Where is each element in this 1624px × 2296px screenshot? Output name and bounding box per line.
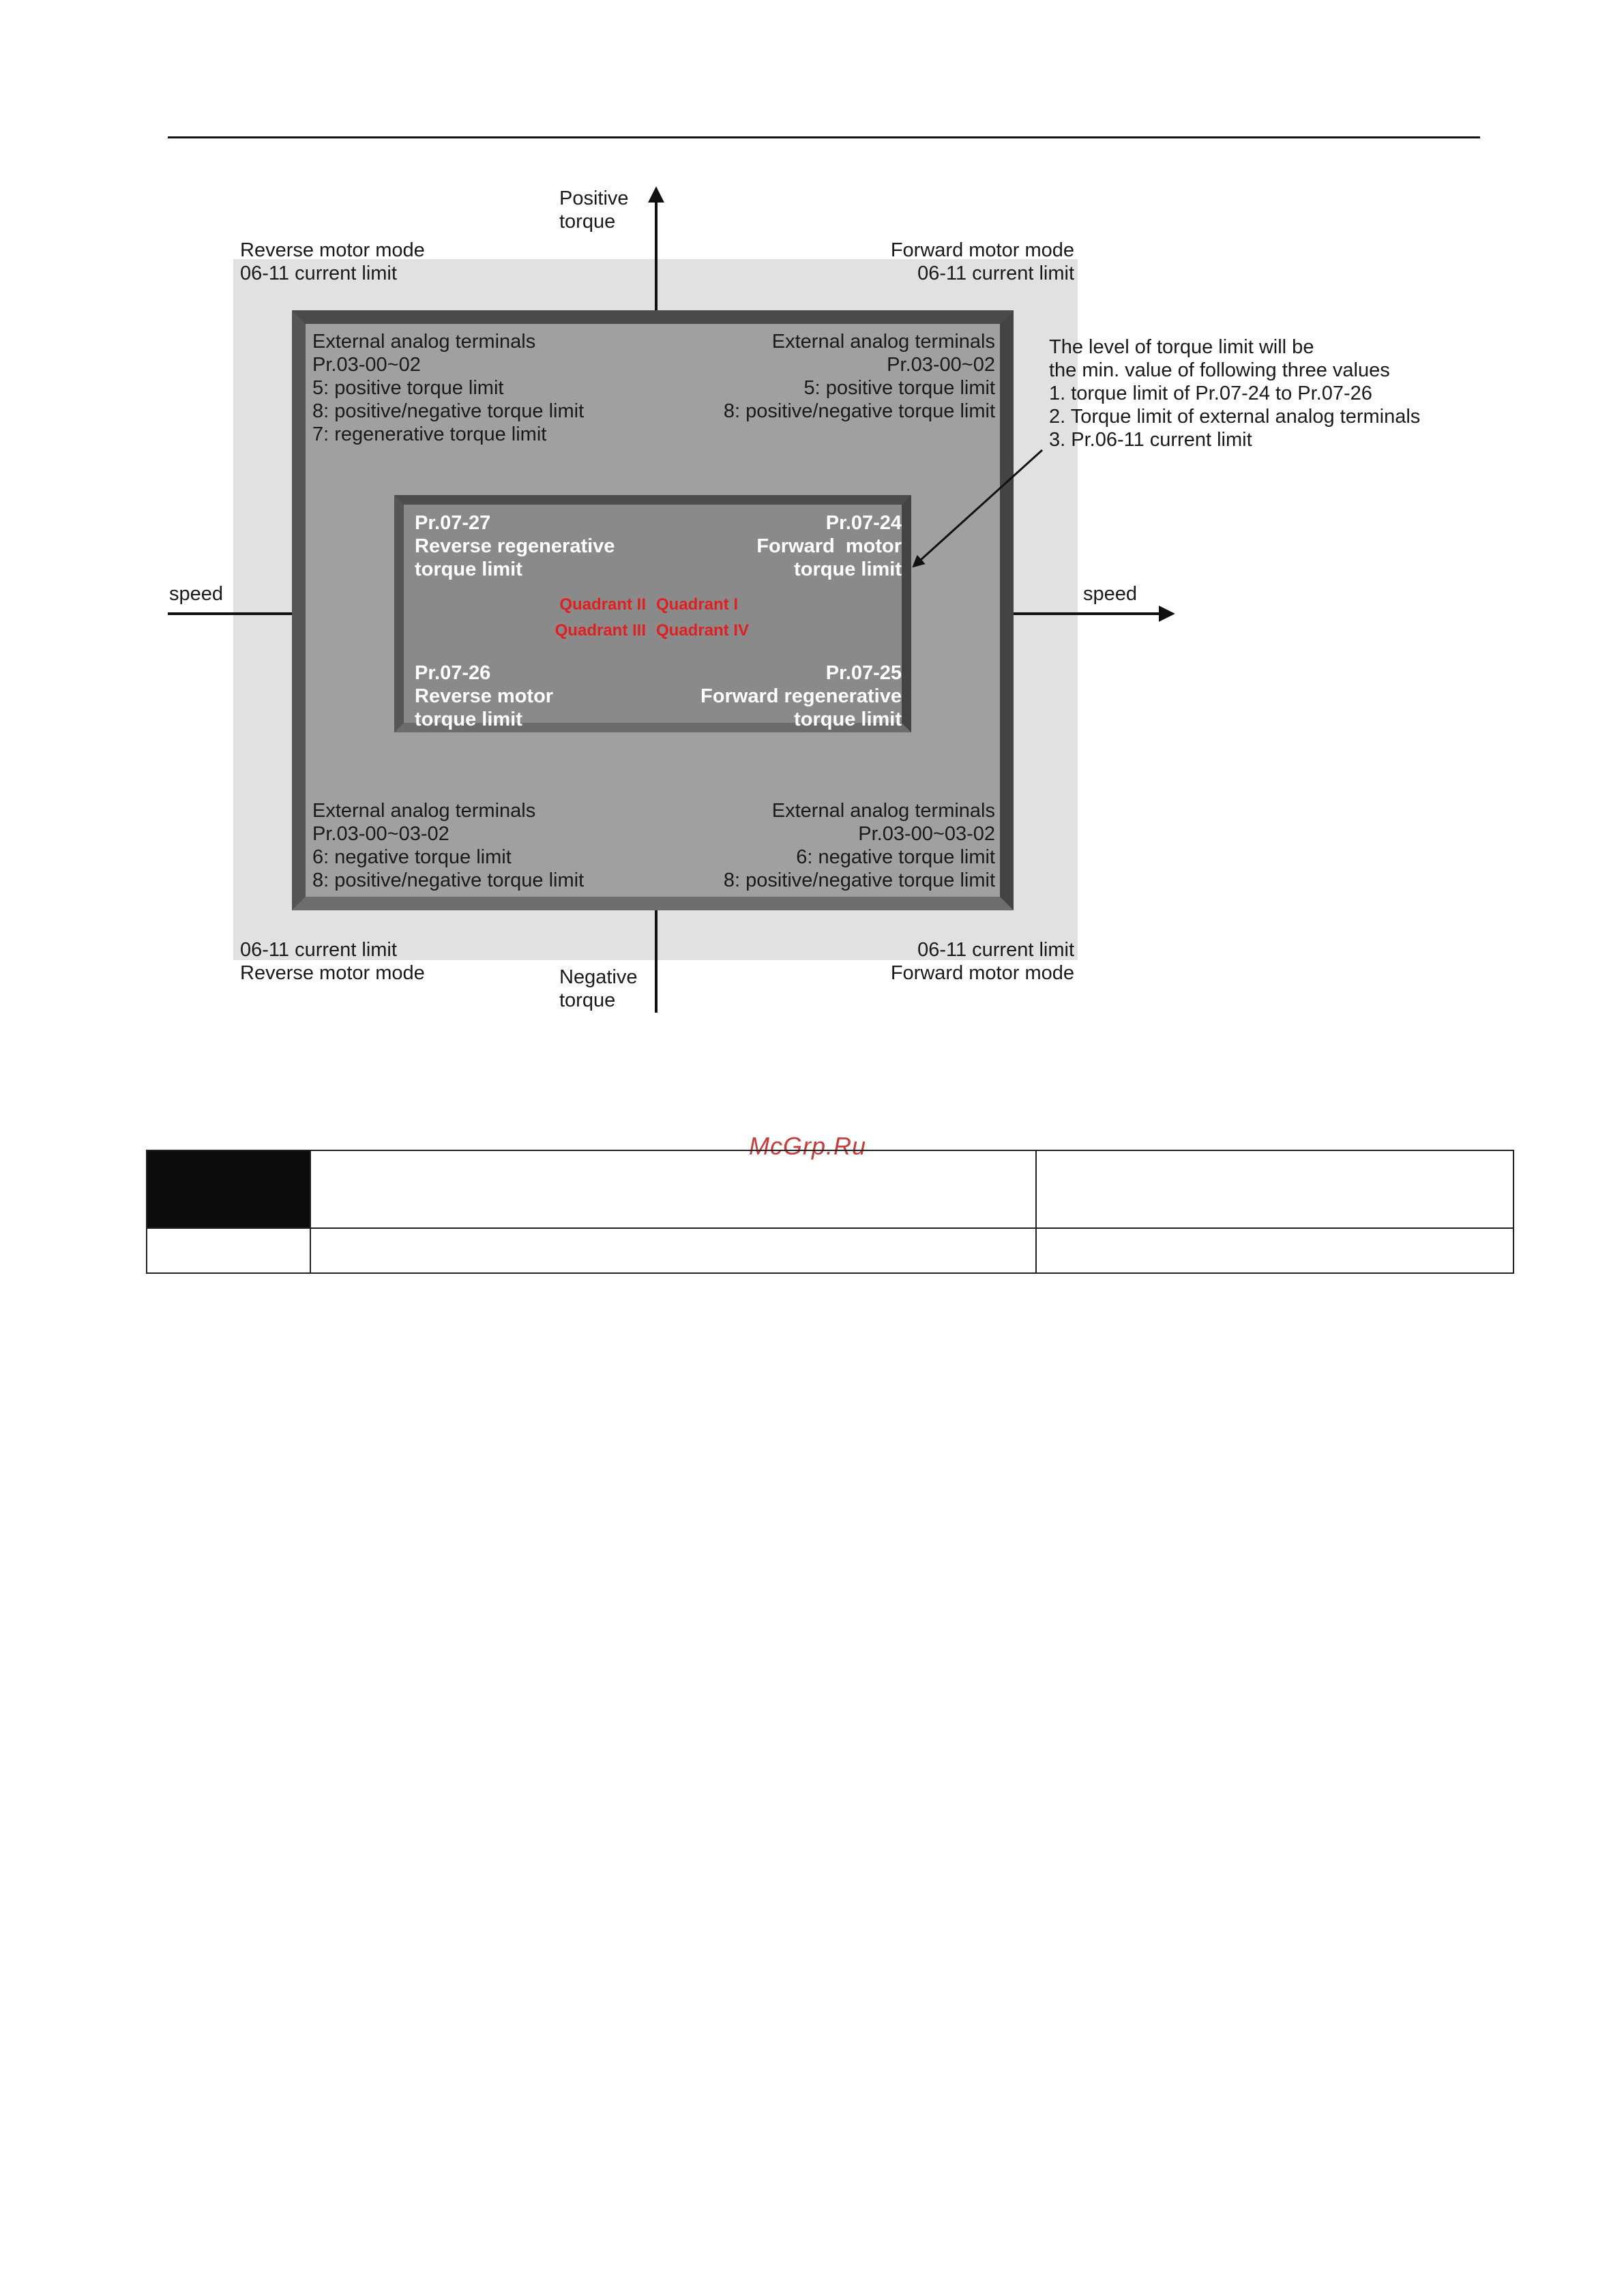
inner-label-top-left: Pr.07-27 Reverse regenerative torque limit [415,512,615,580]
outer-label-top-right: Forward motor mode 06-11 current limit [890,239,1074,284]
outer-label-bottom-left: 06-11 current limit Reverse motor mode [240,939,425,984]
table-row-divider [147,1227,1513,1229]
outer-label-bottom-right: 06-11 current limit Forward motor mode [890,939,1074,984]
inner-label-bottom-left: Pr.07-26 Reverse motor torque limit [415,662,554,730]
torque-limit-note: The level of torque limit will be the min. value of following three values 1. torque limit of Pr.07-24 to Pr.07-26 2. Torque limit of external analog terminals 3. Pr.06-11 current limit [1049,336,1421,451]
quadrant-iv-label: Quadrant IV [656,621,750,640]
middle-label-top-left: External analog terminals Pr.03-00~02 5: positive torque limit 8: positive/negative torque limit 7: regenerative torque limit [312,331,585,445]
positive-torque-label: Positive torque [559,188,629,233]
negative-torque-label: Negative torque [559,966,638,1011]
quadrant-i-label: Quadrant I [656,595,739,614]
middle-label-bottom-right: External analog terminals Pr.03-00~03-02 6: negative torque limit 8: positive/negative torque limit [723,800,995,891]
table-header-black-cell [147,1151,310,1227]
speed-label-right: speed [1083,583,1138,605]
speed-label-left: speed [169,583,224,605]
parameter-table [146,1150,1514,1274]
watermark-text: McGrp.Ru [749,1132,867,1160]
inner-label-bottom-right: Pr.07-25 Forward regenerative torque limit [700,662,902,730]
table-col-divider-1 [310,1151,311,1272]
middle-label-top-right: External analog terminals Pr.03-00~02 5: positive torque limit 8: positive/negative torque limit [723,331,995,422]
quadrant-iii-label: Quadrant III [555,621,646,640]
outer-label-top-left: Reverse motor mode 06-11 current limit [240,239,425,284]
quadrant-ii-label: Quadrant II [559,595,646,614]
table-col-divider-2 [1035,1151,1037,1272]
middle-label-bottom-left: External analog terminals Pr.03-00~03-02 6: negative torque limit 8: positive/negative torque limit [312,800,585,891]
inner-label-top-right: Pr.07-24 Forward motor torque limit [756,512,902,580]
